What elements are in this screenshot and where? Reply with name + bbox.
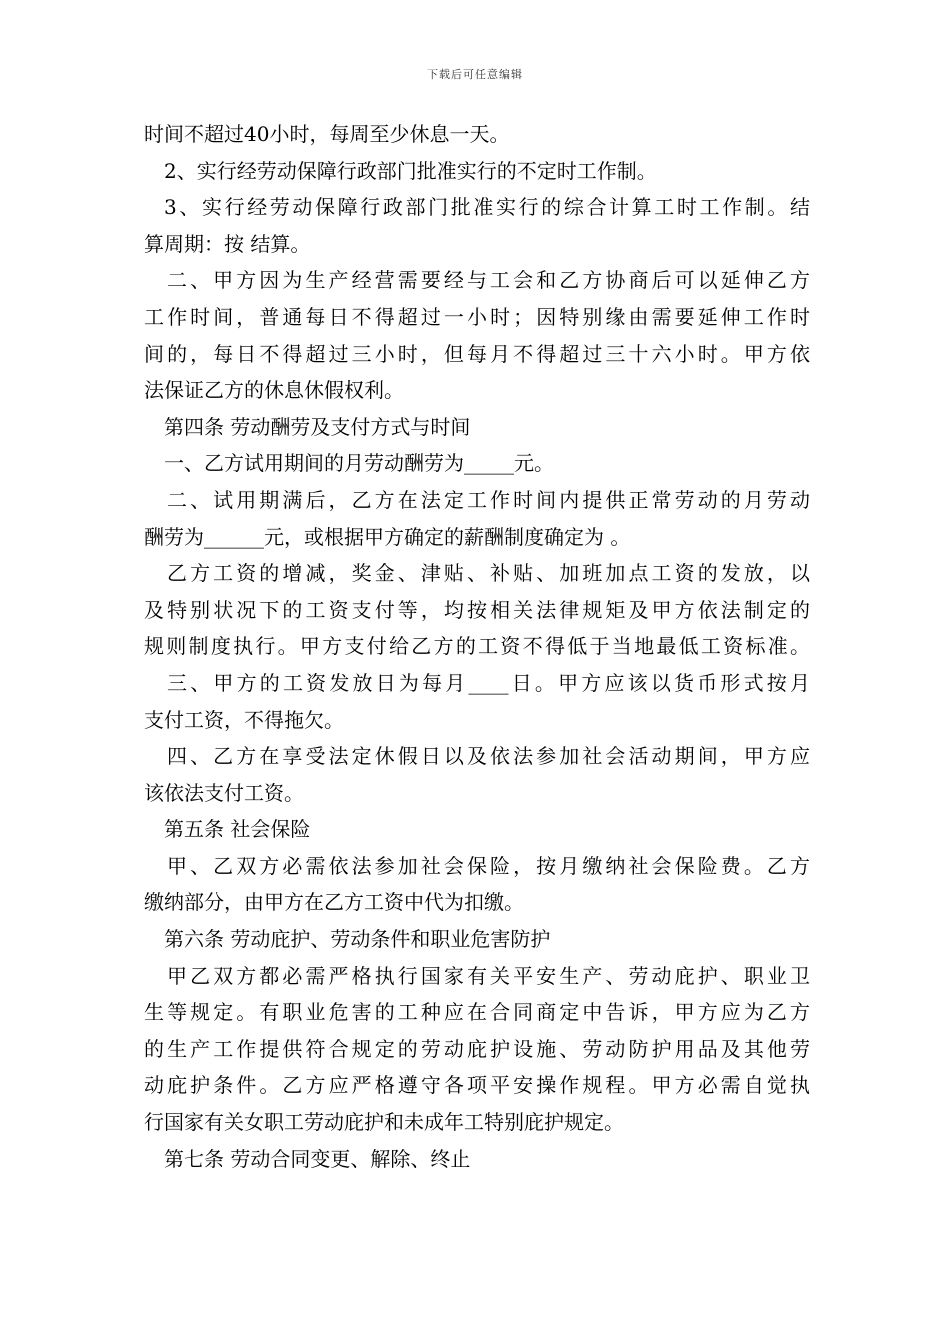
text-line: 第六条 劳动庇护、劳动条件和职业危害防护 [164,927,551,952]
text-line: 缴纳部分，由甲方在乙方工资中代为扣缴。 [144,890,524,915]
text-line: 支付工资，不得拖欠。 [144,707,344,732]
text-line: 算周期：按 结算。 [144,231,311,256]
text-line: 及特别状况下的工资支付等，均按相关法律规矩及甲方依法制定的 [144,597,810,622]
document-body [144,116,810,1177]
text-line: 法保证乙方的休息休假权利。 [144,378,404,403]
text-line: 第五条 社会保险 [164,817,311,842]
text-line: 规则制度执行。甲方支付给乙方的工资不得低于当地最低工资标准。 [144,634,810,659]
text-line: 三、甲方的工资发放日为每月____日。甲方应该以货币形式按月 [167,670,810,695]
text-line: 间的，每日不得超过三小时，但每月不得超过三十六小时。甲方依 [144,341,810,366]
text-line: 甲乙双方都必需严格执行国家有关平安生产、劳动庇护、职业卫 [167,963,810,988]
text-line: 生等规定。有职业危害的工种应在合同商定中告诉，甲方应为乙方 [144,1000,810,1025]
page-header: 下载后可任意编辑 [427,68,523,81]
text-line: 四、乙方在享受法定休假日以及依法参加社会活动期间，甲方应 [167,744,810,769]
text-line: 甲、乙双方必需依法参加社会保险，按月缴纳社会保险费。乙方 [167,853,810,878]
text-line: 行国家有关女职工劳动庇护和未成年工特别庇护规定。 [144,1110,624,1135]
text-line: 2、实行经劳动保障行政部门批准实行的不定时工作制。 [164,158,657,183]
text-line: 3、实行经劳动保障行政部门批准实行的综合计算工时工作制。结 [164,195,810,220]
text-line: 二、甲方因为生产经营需要经与工会和乙方协商后可以延伸乙方 [167,268,810,293]
text-line: 该依法支付工资。 [144,780,304,805]
text-line: 第七条 劳动合同变更、解除、终止 [164,1146,471,1171]
text-line: 二、试用期满后，乙方在法定工作时间内提供正常劳动的月劳动 [167,487,810,512]
text-line: 乙方工资的增减，奖金、津贴、补贴、加班加点工资的发放，以 [167,561,810,586]
text-line: 时间不超过40小时，每周至少休息一天。 [144,122,510,146]
text-line: 工作时间，普通每日不得超过一小时；因特别缘由需要延伸工作时 [144,304,810,329]
text-line: 酬劳为______元，或根据甲方确定的薪酬制度确定为 。 [144,524,631,549]
text-line: 动庇护条件。乙方应严格遵守各项平安操作规程。甲方必需自觉执 [144,1073,810,1098]
text-line: 的生产工作提供符合规定的劳动庇护设施、劳动防护用品及其他劳 [144,1036,810,1061]
text-line: 一、乙方试用期间的月劳动酬劳为_____元。 [164,451,554,476]
text-line: 第四条 劳动酬劳及支付方式与时间 [164,414,471,439]
